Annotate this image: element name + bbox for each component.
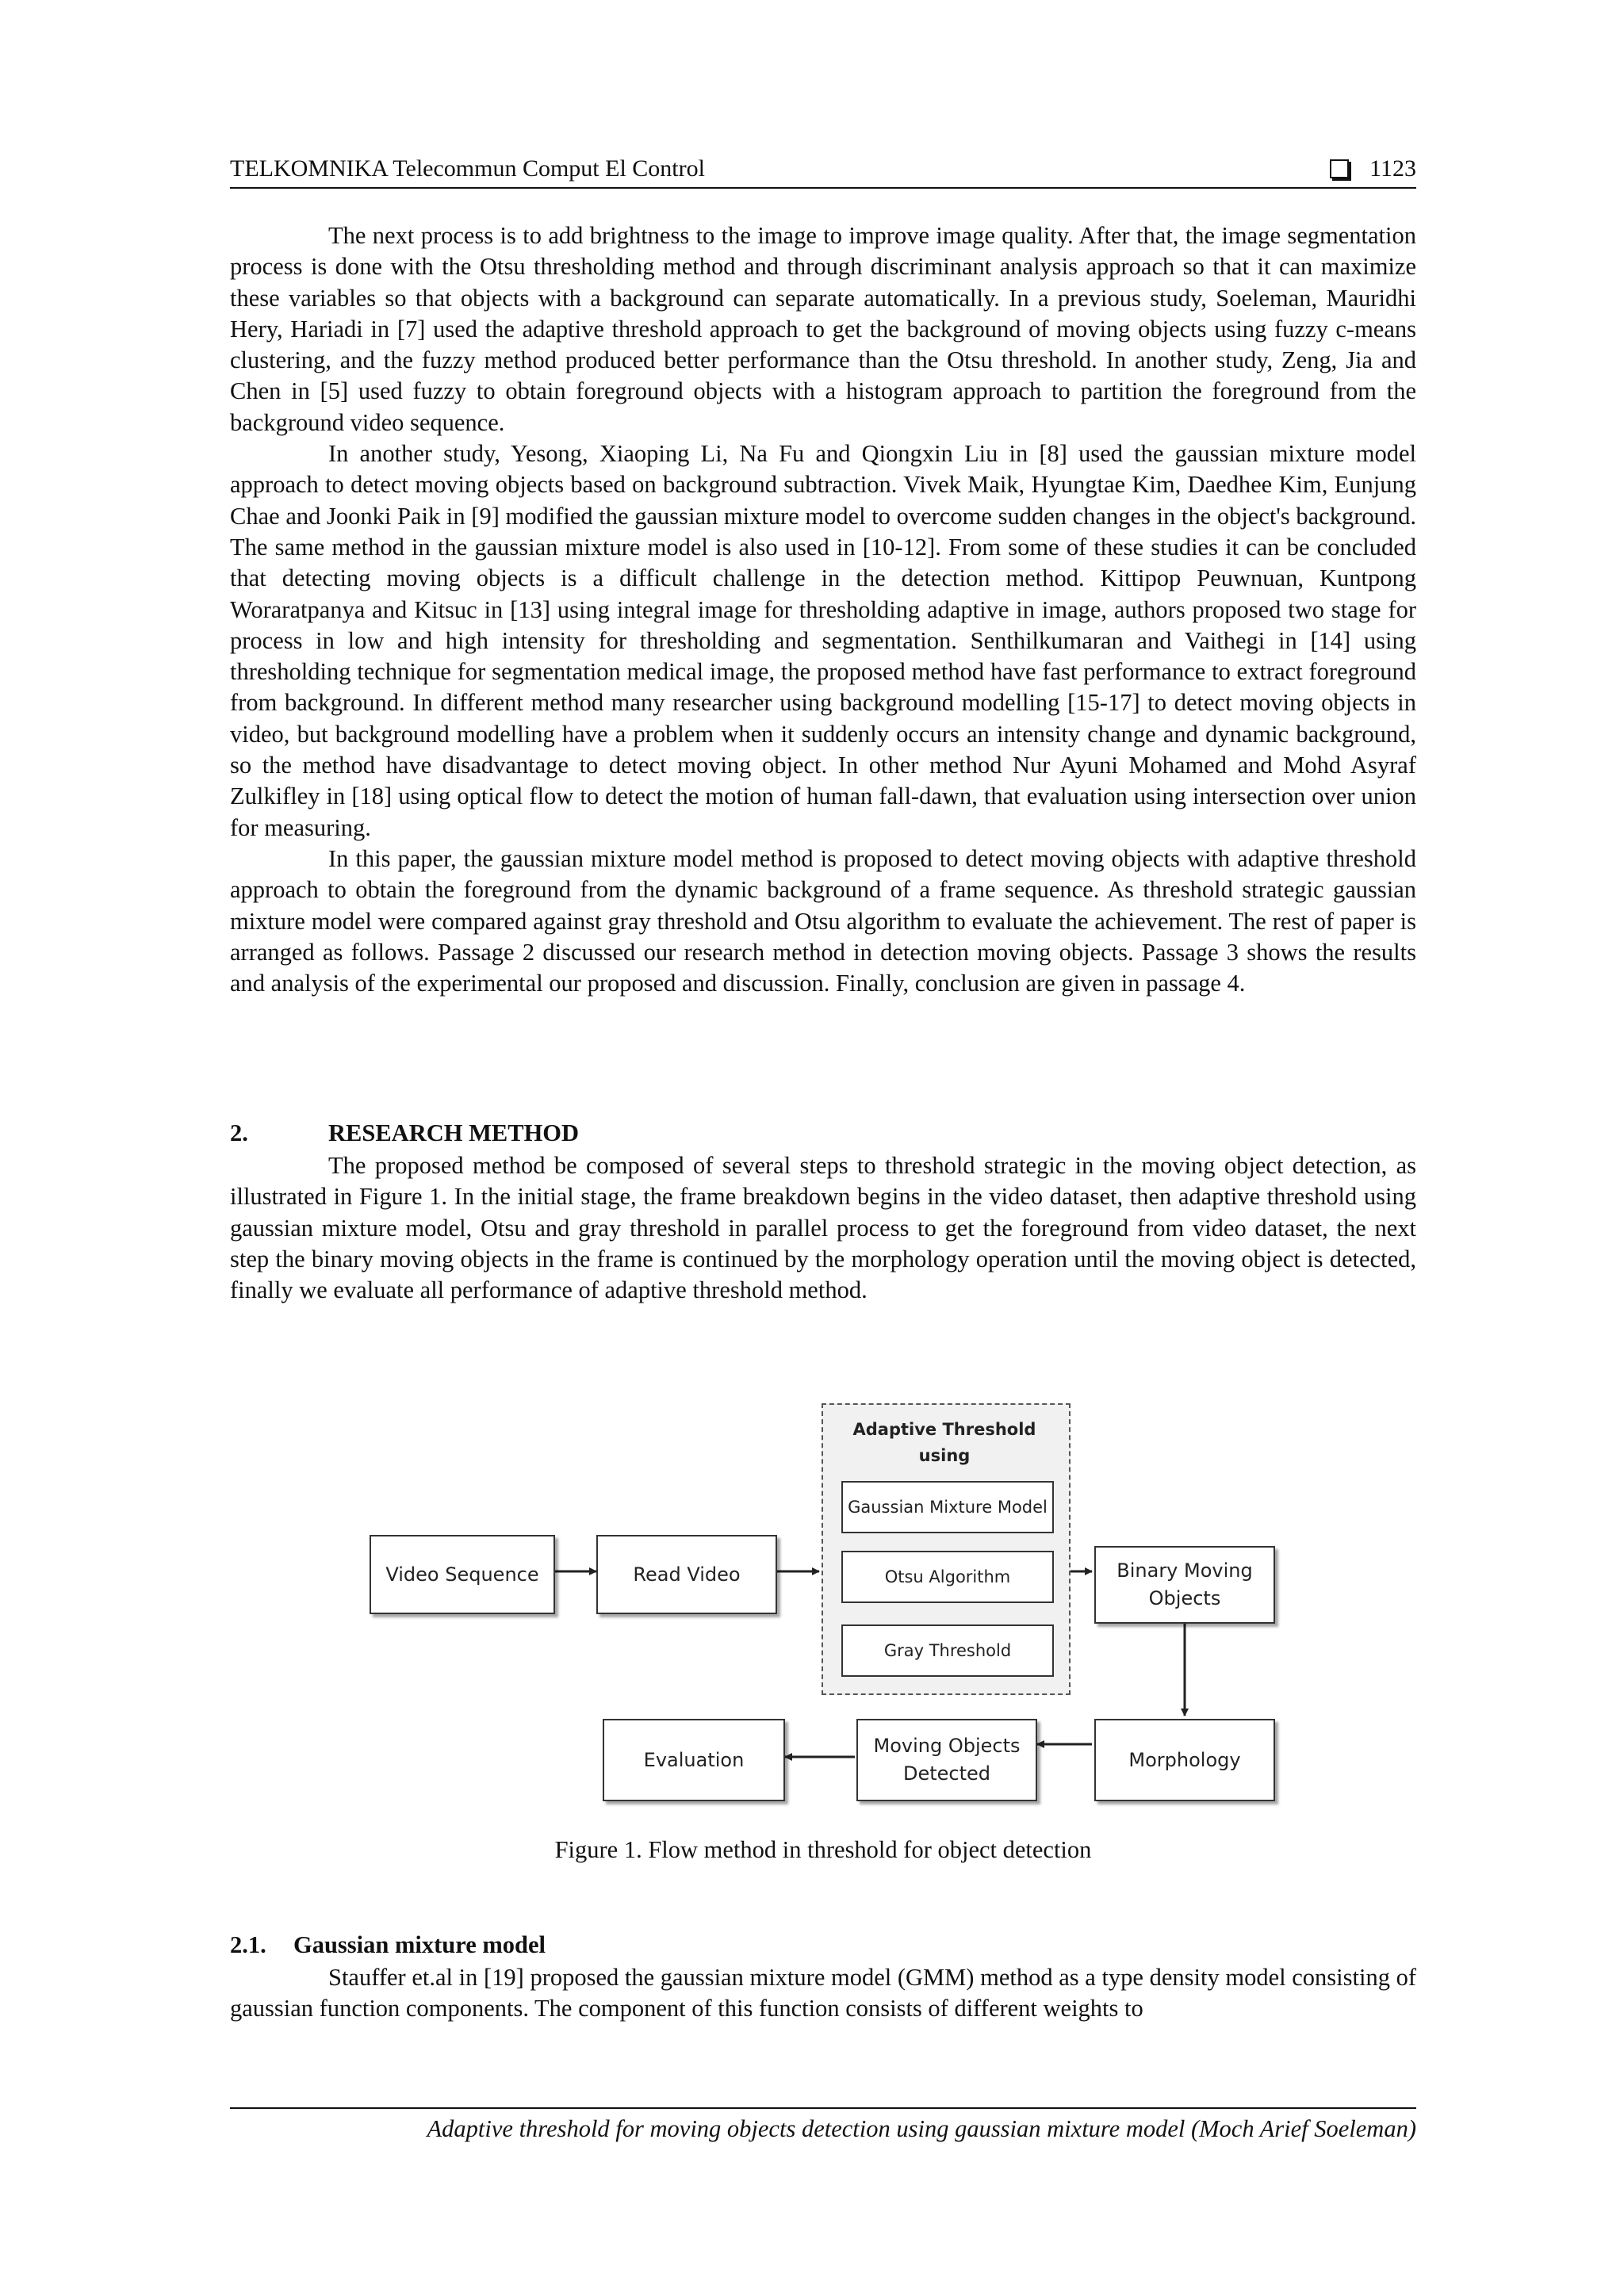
morphology-box: Morphology — [1094, 1719, 1275, 1801]
binary-moving-objects-box: Binary Moving Objects — [1094, 1546, 1275, 1624]
figure-caption: Figure 1. Flow method in threshold for object detection — [554, 1836, 1092, 1863]
gray-threshold-box: Gray Threshold — [841, 1624, 1054, 1677]
paragraph: Stauffer et.al in [19] proposed the gaussian mixture model (GMM) method as a type density model consisting of gaussian function components. The component of this function consists of different weights to — [230, 1964, 1416, 2022]
moving-objects-detected-box: Moving Objects Detected — [856, 1719, 1037, 1801]
section21-text — [230, 1962, 1416, 2025]
evaluation-box: Evaluation — [603, 1719, 785, 1801]
video-sequence-box: Video Sequence — [370, 1535, 555, 1614]
paragraph: In another study, Yesong, Xiaoping Li, Na Fu and Qiongxin Liu in [8] used the gaussian mixture model approach to detect moving objects based on background subtraction. Vivek Maik, Hyungtae Kim, Daedhee Kim, Eunjung Chae and Joonki Paik in [9] modified the gaussian mixture model to overcome sudden changes in the object's background. The same method in the gaussian mixture model is also used in [10-12]. From some of these studies it can be concluded that detecting moving objects is a difficult challenge in the detection method. Kittipop Peuwnuan, Kuntpong Woraratpanya and Kitsuc in [13] using integral image for thresholding adaptive in image, authors proposed two stage for process in low and high intensity for thresholding and segmentation. Senthilkumaran and Vaithegi in [14] using thresholding technique for segmentation medical image, the proposed method have fast performance to extract foreground from background. In different method many researcher using background modelling [15-17] to detect moving objects in video, but background modelling have a problem when it suddenly occurs an intensity change and dynamic background, so the method have disadvantage to detect moving object. In other method Nur Ayuni Mohamed and Mohd Asyraf Zulkifley in [18] using optical flow to detect the motion of human fall-dawn, that evaluation using intersection over union for measuring. — [230, 440, 1416, 841]
running-footer: Adaptive threshold for moving objects detection using gaussian mixture model (Moch Arief Soeleman) — [427, 2115, 1416, 2142]
subsection-number: 2.1. — [230, 1931, 266, 1958]
paragraph: In this paper, the gaussian mixture model method is proposed to detect moving objects with adaptive threshold approach to obtain the foreground from the dynamic background of a frame sequence. As threshold strategic gaussian mixture model were compared against gray threshold and Otsu algorithm to evaluate the achievement. The rest of paper is arranged as follows. Passage 2 discussed our research method in detection moving objects. Passage 3 shows the results and analysis of the experimental our proposed and discussion. Finally, conclusion are given in passage 4. — [230, 844, 1416, 997]
subsection-title: Gaussian mixture model — [293, 1931, 546, 1958]
page-number: 1123 — [1369, 155, 1416, 182]
section-number: 2. — [230, 1119, 248, 1146]
paragraph: The proposed method be composed of several steps to threshold strategic in the moving object detection, as illustrated in Figure 1. In the initial stage, the frame breakdown begins in the video dataset, then adaptive threshold using gaussian mixture model, Otsu and gray threshold in parallel process to get the foreground from video dataset, the next step the binary moving objects in the frame is continued by the morphology operation until the moving object is detected, finally we evaluate all performance of adaptive threshold method. — [230, 1152, 1416, 1304]
paragraph: The next process is to add brightness to the image to improve image quality. After that, the image segmentation process is done with the Otsu thresholding method and through discriminant analysis approach so that it can maximize these variables so that objects with a background can separate automatically. In a previous study, Soeleman, Mauridhi Hery, Hariadi in [7] used the adaptive threshold approach to get the background of moving objects using fuzzy c-means clustering, and the fuzzy method produced better performance than the Otsu threshold. In another study, Zeng, Jia and Chen in [5] used fuzzy to obtain foreground objects with a histogram approach to partition the foreground from the background video sequence. — [230, 222, 1416, 436]
otsu-box: Otsu Algorithm — [841, 1551, 1054, 1603]
group-title: Adaptive Threshold using — [852, 1420, 1036, 1465]
read-video-box: Read Video — [596, 1535, 777, 1614]
section-title: RESEARCH METHOD — [328, 1119, 580, 1146]
footer-rule — [230, 2107, 1416, 2109]
subsection-heading — [230, 1931, 546, 1959]
journal-name: TELKOMNIKA Telecommun Comput El Control — [230, 155, 705, 182]
gmm-box: Gaussian Mixture Model — [841, 1481, 1054, 1533]
